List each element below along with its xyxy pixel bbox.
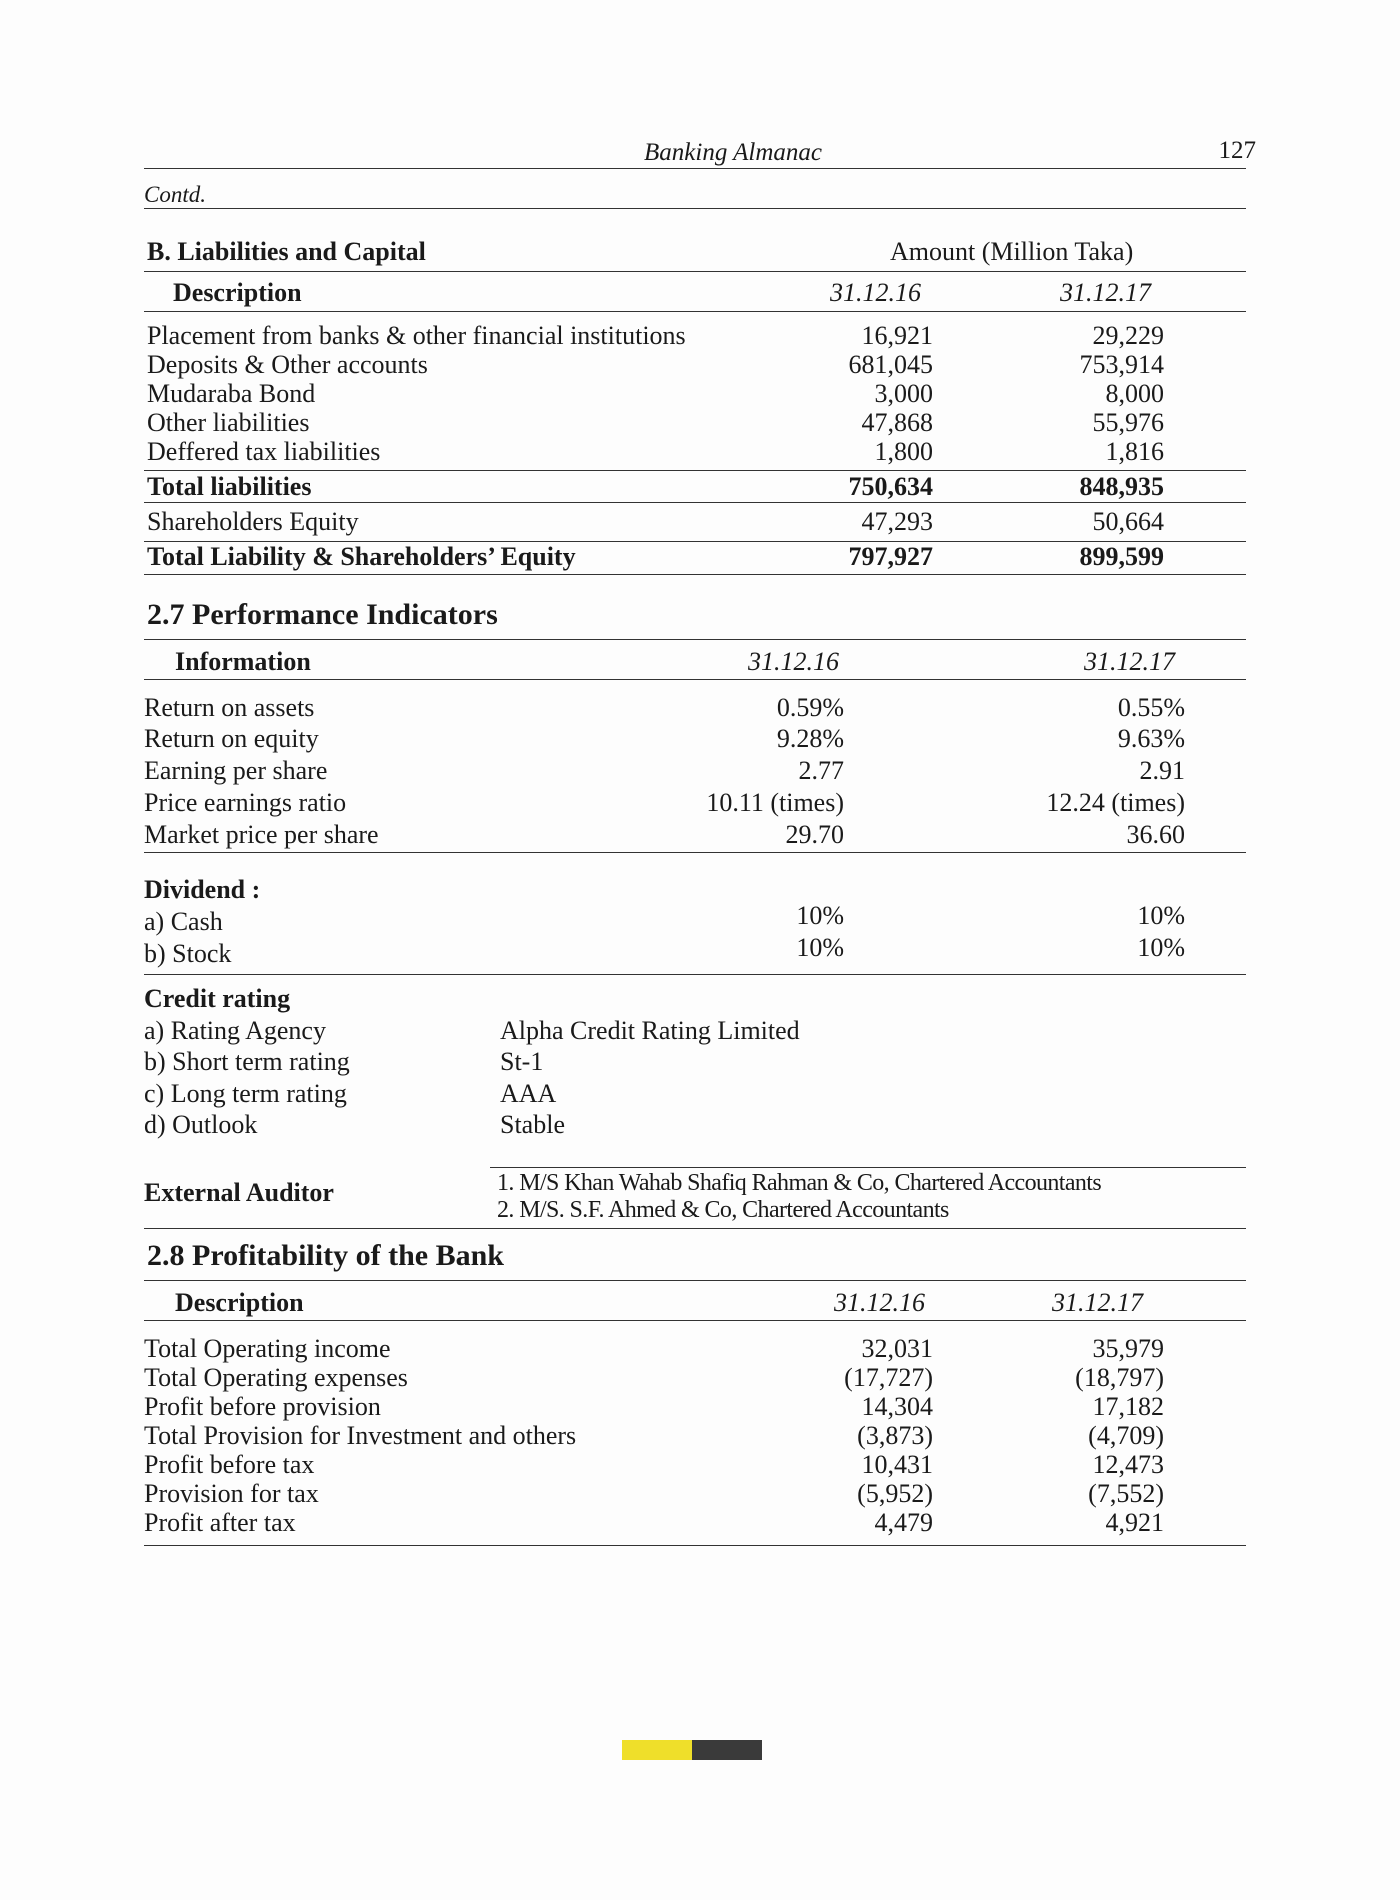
liabilities-col-2017: 31.12.17 (1060, 278, 1151, 307)
table-row (0, 1479, 1400, 1508)
performance-col-2017: 31.12.17 (1084, 647, 1175, 676)
credit-row (0, 1079, 1400, 1108)
divider (144, 271, 1246, 272)
table-row (0, 1363, 1400, 1392)
row-label: Profit before provision (144, 1392, 381, 1421)
row-label: Return on assets (144, 693, 315, 722)
table-row (0, 321, 1400, 350)
row-value-2016: 0.59% (776, 693, 844, 722)
table-row (0, 724, 1400, 753)
table-row (0, 437, 1400, 466)
row-value-2016: (3,873) (857, 1421, 933, 1450)
profitability-col-2017: 31.12.17 (1052, 1288, 1143, 1317)
row-value-2016: 47,293 (861, 507, 933, 536)
external-auditor-label: External Auditor (144, 1178, 334, 1207)
row-value-2017: 55,976 (1092, 408, 1164, 437)
shareholders-equity-row (0, 507, 1400, 536)
row-value-2017: 4,921 (1105, 1508, 1164, 1537)
row-label: Profit before tax (144, 1450, 315, 1479)
running-title: Banking Almanac (644, 139, 822, 166)
table-row (0, 1392, 1400, 1421)
row-value-2016: (17,727) (844, 1363, 933, 1392)
row-label: Provision for tax (144, 1479, 319, 1508)
total-liabilities-row (0, 472, 1400, 501)
row-label: Mudaraba Bond (147, 379, 316, 408)
row-value-2016: 10% (796, 901, 844, 930)
row-label: Earning per share (144, 756, 328, 785)
liabilities-col-2016: 31.12.16 (830, 278, 921, 307)
row-label: Total Operating expenses (144, 1363, 408, 1392)
row-value-2017: 35,979 (1092, 1334, 1164, 1363)
table-row (0, 350, 1400, 379)
table-row (0, 788, 1400, 817)
table-row (0, 1334, 1400, 1363)
footer-yellow-swatch (622, 1740, 692, 1760)
row-value-2016: 1,800 (874, 437, 933, 466)
divider (144, 1228, 1246, 1229)
divider (144, 852, 1246, 853)
table-row (0, 1450, 1400, 1479)
profitability-section-title: 2.8 Profitability of the Bank (147, 1239, 504, 1272)
divider (144, 502, 1246, 503)
page-number: 127 (1218, 137, 1256, 164)
row-label: c) Long term rating (144, 1079, 347, 1108)
divider (144, 679, 1246, 680)
row-value-2017: 2.91 (1139, 756, 1185, 785)
divider (144, 470, 1246, 471)
row-value-2016: 797,927 (848, 542, 933, 571)
amount-unit: Amount (Million Taka) (890, 237, 1134, 266)
table-row (0, 1421, 1400, 1450)
credit-row (0, 1047, 1400, 1076)
divider (144, 574, 1246, 575)
row-label: Total liabilities (147, 472, 312, 501)
profitability-col-description: Description (175, 1288, 304, 1317)
row-value-2017: 9.63% (1117, 724, 1185, 753)
credit-row (0, 1110, 1400, 1139)
row-value-2017: 10% (1137, 901, 1185, 930)
row-value-2016: 3,000 (874, 379, 933, 408)
row-label: Total Operating income (144, 1334, 391, 1363)
row-value-2017: 0.55% (1117, 693, 1185, 722)
row-label: Price earnings ratio (144, 788, 347, 817)
divider (144, 311, 1246, 312)
contd-label: Contd. (144, 182, 206, 207)
row-value-2017: 848,935 (1079, 472, 1164, 501)
divider (144, 208, 1246, 209)
row-value-2016: 2.77 (798, 756, 844, 785)
row-value-2017: 17,182 (1092, 1392, 1164, 1421)
row-value-2016: 32,031 (861, 1334, 933, 1363)
table-row (0, 1508, 1400, 1537)
auditor-line-1: 1. M/S Khan Wahab Shafiq Rahman & Co, Chartered Accountants (497, 1170, 1102, 1196)
row-value-2016: 681,045 (848, 350, 933, 379)
row-label: Deffered tax liabilities (147, 437, 381, 466)
table-row (0, 379, 1400, 408)
credit-value: AAA (500, 1079, 557, 1108)
dividend-stock-row (0, 933, 1400, 968)
dividend-cash-row (0, 901, 1400, 936)
row-label: Market price per share (144, 820, 379, 849)
divider (144, 639, 1246, 640)
row-value-2017: 50,664 (1092, 507, 1164, 536)
row-value-2017: 12,473 (1092, 1450, 1164, 1479)
liabilities-col-description: Description (173, 278, 302, 307)
row-value-2016: 10.11 (times) (706, 788, 844, 817)
row-value-2016: 10% (796, 933, 844, 962)
row-label: a) Cash (144, 907, 223, 936)
row-value-2017: 8,000 (1105, 379, 1164, 408)
row-label: Profit after tax (144, 1508, 296, 1537)
row-value-2016: 16,921 (861, 321, 933, 350)
credit-value: St-1 (500, 1047, 544, 1076)
credit-row (0, 1016, 1400, 1045)
liabilities-title: B. Liabilities and Capital (147, 237, 426, 266)
row-label: Total Provision for Investment and others (144, 1421, 577, 1450)
row-label: d) Outlook (144, 1110, 258, 1139)
row-label: b) Stock (144, 939, 232, 968)
divider (144, 1545, 1246, 1546)
row-value-2016: 4,479 (874, 1508, 933, 1537)
auditor-line-2: 2. M/S. S.F. Ahmed & Co, Chartered Accountants (497, 1197, 949, 1223)
divider (144, 1320, 1246, 1321)
row-value-2017: (18,797) (1075, 1363, 1164, 1392)
row-label: Return on equity (144, 724, 319, 753)
credit-rating-title: Credit rating (144, 984, 291, 1013)
row-value-2017: 29,229 (1092, 321, 1164, 350)
row-label: Shareholders Equity (147, 507, 359, 536)
row-label: Deposits & Other accounts (147, 350, 428, 379)
row-value-2016: 14,304 (861, 1392, 933, 1421)
profitability-col-2016: 31.12.16 (834, 1288, 925, 1317)
row-value-2017: 12.24 (times) (1046, 788, 1185, 817)
row-value-2017: 36.60 (1126, 820, 1185, 849)
row-label: Placement from banks & other financial institutions (147, 321, 686, 350)
header-rule (144, 168, 1246, 169)
row-value-2017: (7,552) (1088, 1479, 1164, 1508)
table-row (0, 408, 1400, 437)
performance-col-2016: 31.12.16 (748, 647, 839, 676)
row-value-2016: 9.28% (776, 724, 844, 753)
row-label: Total Liability & Shareholders’ Equity (147, 542, 576, 571)
performance-section-title: 2.7 Performance Indicators (147, 598, 498, 631)
credit-value: Alpha Credit Rating Limited (500, 1016, 800, 1045)
row-value-2017: (4,709) (1088, 1421, 1164, 1450)
row-label: a) Rating Agency (144, 1016, 326, 1045)
credit-value: Stable (500, 1110, 565, 1139)
performance-col-information: Information (175, 647, 311, 676)
divider (144, 1280, 1246, 1281)
row-value-2016: 10,431 (861, 1450, 933, 1479)
row-label: b) Short term rating (144, 1047, 350, 1076)
dividend-title: Dividend : (144, 875, 261, 904)
row-value-2017: 899,599 (1079, 542, 1164, 571)
auditor-top-rule (490, 1167, 1246, 1168)
row-value-2016: 750,634 (848, 472, 933, 501)
row-value-2016: 47,868 (861, 408, 933, 437)
row-label: Other liabilities (147, 408, 310, 437)
table-row (0, 693, 1400, 722)
divider (144, 974, 1246, 975)
table-row (0, 820, 1400, 849)
footer-dark-swatch (692, 1740, 762, 1760)
row-value-2017: 753,914 (1079, 350, 1164, 379)
row-value-2017: 1,816 (1105, 437, 1164, 466)
grand-total-row (0, 542, 1400, 571)
row-value-2016: (5,952) (857, 1479, 933, 1508)
row-value-2016: 29.70 (785, 820, 844, 849)
table-row (0, 756, 1400, 785)
row-value-2017: 10% (1137, 933, 1185, 962)
